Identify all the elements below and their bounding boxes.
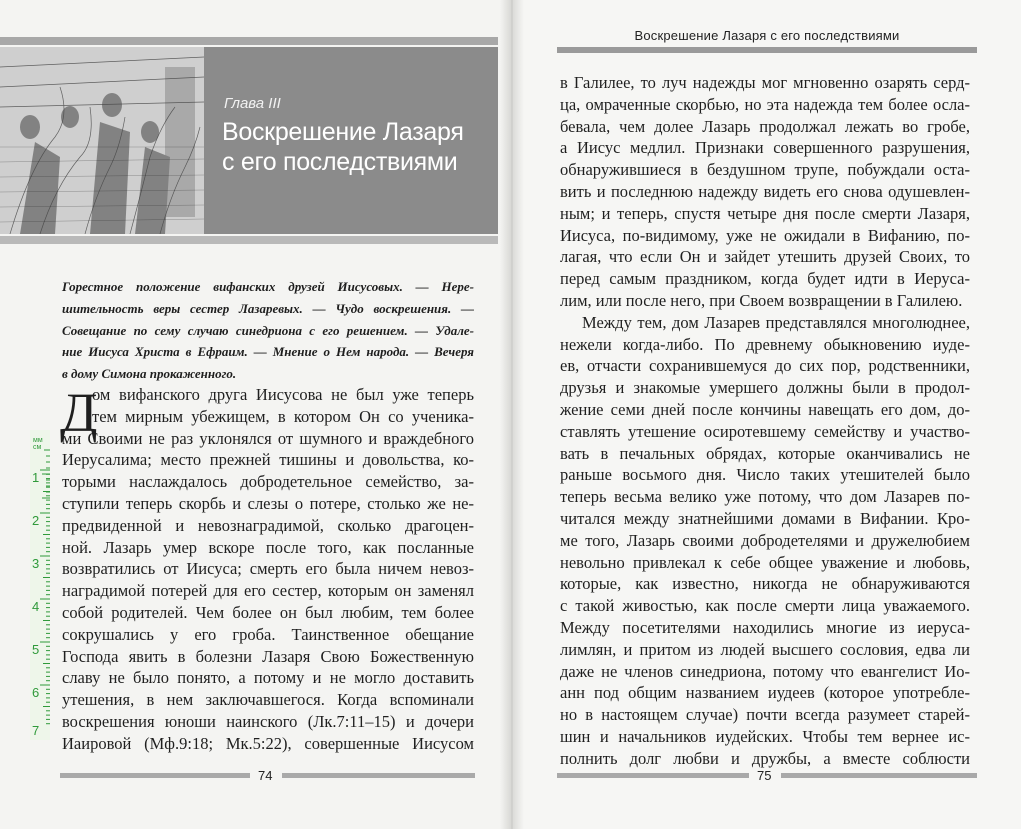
right-body-text xyxy=(560,72,970,770)
body-line: вать в печальных обрядах, которые оканчивались не xyxy=(560,443,970,463)
book-gutter xyxy=(500,0,524,829)
ruler-mark: 6 xyxy=(32,685,40,700)
body-line: друзья и знакомые умершего должны были в продол- xyxy=(560,378,970,398)
body-line: Между посетителями находились многие из иеруса- xyxy=(560,617,970,637)
body-line: Господа явить в болезни Лазаря Свою Божественную xyxy=(62,646,474,666)
page-number: 75 xyxy=(757,768,772,783)
ruler-unit-cm: см xyxy=(33,444,42,451)
body-line: тем мирным убежищем, в котором Он со ученика- xyxy=(92,406,474,426)
body-line: утешения, в нем заключавшегося. Когда вспоминали xyxy=(62,690,474,710)
ruler-mark: 3 xyxy=(32,556,40,571)
body-line: с такой живостью, как после смерти лица уважаемого. xyxy=(560,596,970,616)
header-rule xyxy=(0,37,498,45)
body-line: анн под общим названием иудеев (которое употребле- xyxy=(560,683,970,703)
body-line: перед самым праздником, когда будет идти в Иеруса- xyxy=(560,269,970,289)
summary-line: ние Иисуса Христа в Ефраим. — Мнение о Нем народа. — Вечеря xyxy=(62,344,474,360)
body-line: даже не членов синедриона, потому что евангелист Ио- xyxy=(560,661,970,681)
body-line: ной. Лазарь умер вскоре после того, как посланные xyxy=(62,537,474,557)
body-line: лим, или после него, при Своем возвращении в Галилею. xyxy=(560,290,963,310)
body-line: теперь весьма велико уже потому, что дом Лазарев по- xyxy=(560,487,970,507)
chapter-title-line: с его последствиями xyxy=(222,148,458,176)
drop-cap: Д xyxy=(60,382,98,443)
body-line: сокрушались у его гроба. Таинственное обещание xyxy=(62,624,474,644)
ruler-mark: 5 xyxy=(32,642,40,657)
footer-rule xyxy=(781,773,977,778)
left-footer xyxy=(60,768,475,782)
body-line: бевала, чем долее Лазарь продолжал лежать во гробе, xyxy=(560,116,970,136)
body-line: ми Своими не раз уклонялся от шумного и враждебного xyxy=(62,428,474,448)
engraving-icon xyxy=(0,47,204,234)
chapter-title xyxy=(222,117,492,177)
footer-rule xyxy=(557,773,749,778)
left-body-text xyxy=(62,384,474,755)
body-line: ев, отчасти сохранившемуся до сих пор, родственники, xyxy=(560,356,970,376)
body-line: которые, как известно, никогда не обнаруживаются xyxy=(560,574,970,594)
header-rule xyxy=(557,47,977,53)
body-line: шин и начальников иудейских. Чтобы тем вернее ис- xyxy=(560,726,970,746)
body-line: обнаружившиеся в бездушном трупе, побуждали оста- xyxy=(560,160,970,180)
body-line: Иаировой (Мф.9:18; Мк.5:22), совершенные Иисусом xyxy=(62,733,474,753)
body-line: собой родителей. Чем более он был любим, тем более xyxy=(62,602,474,622)
body-line: а Иисус медлил. Признаки совершенного разрушения, xyxy=(560,138,970,158)
body-line: невольно привлекал к себе общее уважение и любовь, xyxy=(560,552,970,572)
body-line: жение семи дней после кончины навещать его дом, до- xyxy=(560,399,970,419)
ruler-mark: 4 xyxy=(32,599,40,614)
body-line: ом вифанского друга Иисусова не был уже теперь xyxy=(92,385,474,404)
body-line: предвиденной и невознаградимой, сколько драгоцен- xyxy=(62,515,474,535)
body-line: торыми наслаждалось добродетельное семейство, за- xyxy=(62,472,474,492)
summary-line: в дому Симона прокаженного. xyxy=(62,366,237,382)
page-number: 74 xyxy=(258,768,273,783)
engraving-illustration xyxy=(0,47,204,234)
ruler-mark: 1 xyxy=(32,470,40,485)
body-line: ступили теперь скорбь и слезы о потере, столько же не- xyxy=(62,493,474,513)
chapter-summary xyxy=(62,277,474,386)
body-line: славу не было понято, а потому и не могло доставить xyxy=(62,668,474,688)
body-line: Иерусалима; место прежней тишины и довольства, ко- xyxy=(62,450,474,470)
right-footer xyxy=(557,768,977,782)
running-header: Воскрешение Лазаря с его последствиями xyxy=(634,28,900,43)
body-line: возвратились от Иисуса; смерть его была ничем невоз- xyxy=(62,559,474,579)
body-line: полнить долг любви и дружбы, а вместе соблюсти xyxy=(560,748,970,768)
body-line: ставлять утешение осиротевшему семейству и участво- xyxy=(560,421,970,441)
body-line: ме того, Лазарь своими добродетелями и дружелюбием xyxy=(560,530,970,550)
ruler-mark: 2 xyxy=(32,513,40,528)
chapter-banner xyxy=(0,47,498,234)
body-line: лагая, что если Он и зайдет утешить друзей Своих, то xyxy=(560,247,970,267)
body-line: наградимой потерей для его сестер, которым он заменял xyxy=(62,581,474,601)
ruler-unit-mm: мм xyxy=(33,437,43,444)
body-line: воскрешения юноши наинского (Лк.7:11–15) и дочери xyxy=(62,711,474,731)
body-line: вить и последнюю надежду видеть его снова одушевлен- xyxy=(560,181,970,201)
footer-rule xyxy=(60,773,250,778)
body-line: раньше восьмого дня. Число таких утешителей было xyxy=(560,465,970,485)
summary-line: шительность веры сестер Лазаревых. — Чудо воскрешения. — xyxy=(62,300,474,316)
body-line: но в настоящем случае) почти всегда разумеет старей- xyxy=(560,705,970,725)
body-line: Иисуса, по-видимому, уже не ожидали в Вифанию, по- xyxy=(560,225,970,245)
chapter-heading-panel xyxy=(204,47,498,234)
banner-rule xyxy=(0,236,498,244)
body-line: лимлян, и притом из людей высшего сословия, едва ли xyxy=(560,639,970,659)
summary-line: Горестное положение вифанских друзей Иисусовых. — Нере- xyxy=(62,279,474,294)
body-line: Между тем, дом Лазарев представлялся многолюднее, xyxy=(582,312,970,332)
body-line: читался между знатнейшими домами в Вифании. Кро- xyxy=(560,508,970,528)
chapter-label: Глава III xyxy=(224,95,281,112)
footer-rule xyxy=(282,773,475,778)
body-line: в Галилее, то луч надежды мог мгновенно озарять серд- xyxy=(560,73,970,92)
chapter-title-line: Воскрешение Лазаря xyxy=(222,118,464,146)
measurement-ruler xyxy=(30,430,50,740)
body-line: ца, омраченные скорбью, но эта надежда тем более осла- xyxy=(560,94,970,114)
ruler-mark: 7 xyxy=(32,723,40,738)
body-line: нежели когда-либо. По древнему обыкновению иуде- xyxy=(560,334,970,354)
summary-line: Совещание по сему случаю синедриона с его решением. — Удале- xyxy=(62,322,474,338)
body-line: ным; и теперь, спустя четыре дня после смерти Лазаря, xyxy=(560,203,970,223)
